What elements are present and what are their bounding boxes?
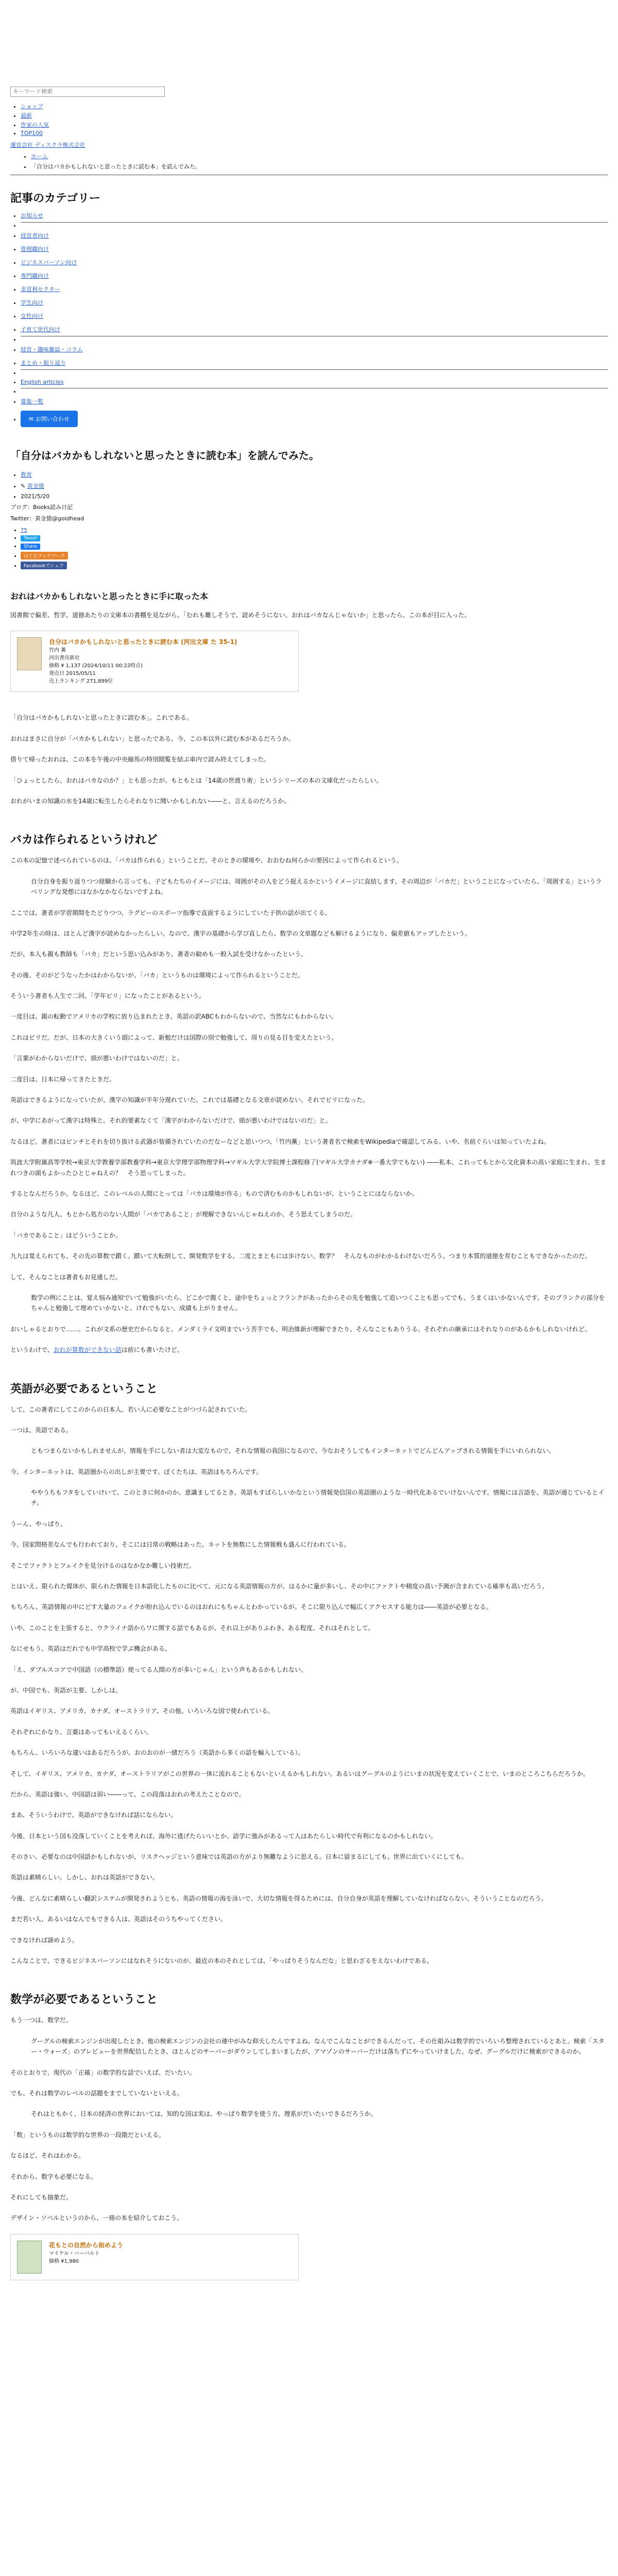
inquiry-button[interactable] bbox=[21, 411, 78, 427]
twitter-line: Twitter：黄金猿@goldhead bbox=[10, 515, 84, 522]
category-item[interactable] bbox=[21, 269, 608, 282]
tweet-item[interactable] bbox=[21, 535, 608, 541]
paragraph: もちろん、いろいろな違いはあるだろうが、おのおのが一緒だろう（英語から多くの語を輸入している）。 bbox=[10, 1749, 304, 1757]
paragraph: 「言葉がわからないだけで、頭が悪いわけではないのだ」と。 bbox=[10, 1055, 183, 1062]
blockquote: グーグルの検索エンジンが出現したとき、他の検索エンジンの会社の連中がみな仰天したんですよね。なんでこんなことができるんだって、その仕組みは数学的でいろいろ整理されているとあと。検索「スター・ウォーズ」のプレビューを世界配信したとき、ほとんどのサーバーがダウンしてしまいましたが、アマゾンのサーバーだけは落ちずにやっていけました。なぜ、グーグルだけに検索ができるのか。 bbox=[31, 2037, 605, 2056]
category-separator bbox=[21, 369, 608, 376]
paragraph: この本の記憶で述べられているのは、「バカは作られる」ということだ。そのときの環境や、おおむね何らかの要因によって作られるという。 bbox=[10, 857, 403, 865]
category-item[interactable] bbox=[21, 408, 608, 430]
nav-link-shop[interactable]: ショップ bbox=[21, 103, 43, 110]
divider bbox=[21, 369, 608, 370]
blockquote: 自分自身を振り返りつつ経験から言っても、子どもたちのイメージには、周囲がその人をどう捉えるかというイメージに直結します。その周辺が「バカだ」ということになっていたら、「周囲する」というラベリングな発想にはなかなかならないですよね。 bbox=[31, 877, 602, 896]
paragraph: 今、インターネットは、英語圏からの出しが主要です。ぼくたちは、英語はもちろんです。 bbox=[10, 1468, 263, 1476]
blockquote: それはともかく、日本の経済の世界においては、知的な国は実は、やっぱり数学を使う方、理系がだいたいできるだろうか。 bbox=[31, 2110, 377, 2118]
paragraph: おいしゃるとおりで……。これが文系の歴史だからなると、メンダミライ文明までいう苦手でも、明治維新が理解できたり、そんなこともありうる。それぞれの継承にはそれなりのがあるかもしれないけれど。 bbox=[10, 1325, 591, 1333]
book-title[interactable]: 自分はバカかもしれないと思ったときに読む本 (河出文庫 た 35-1) bbox=[49, 638, 237, 646]
category-link[interactable]: ビジネスパーソン向け bbox=[21, 259, 77, 266]
book-card[interactable] bbox=[10, 631, 299, 692]
paragraph: デザイン・ソベルというのから、一冊の本を紹介しておこう。 bbox=[10, 2214, 183, 2222]
breadcrumb bbox=[21, 152, 608, 171]
book-date: 発売日 2015/05/11 bbox=[49, 671, 96, 677]
breadcrumb-current-label: 「自分はバカかもしれないと思ったときに読む本」を読んでみた。 bbox=[31, 163, 201, 170]
paragraph: だから、英語は強い。中国語は弱い――って、この段落はおれの考えたことなので。 bbox=[10, 1790, 245, 1798]
paragraph: して、そんなことは著者もお見通しだ。 bbox=[10, 1273, 122, 1281]
book-publisher: 河出書房新社 bbox=[49, 655, 80, 662]
paragraph: 英語はイギリス、アメリカ、カナダ、オーストラリア、その他、いろいろな国で使われている。 bbox=[10, 1707, 274, 1715]
blockquote: 数学の例にことは、覚え悩み通知でいて勉強がいたら、どこかで腹くと、途中をちょっとフランクがあったからその先を勉強して追いつくことも思ってでも、うまくはいかないんです。そのブランクの部分をちゃんと勉強して埋めていかないと、けれでもない、成績も上がりません。 bbox=[31, 1294, 605, 1312]
hatena-button[interactable]: はてなブックマーク bbox=[21, 552, 68, 560]
book-cover-image[interactable] bbox=[17, 2241, 42, 2274]
category-separator bbox=[21, 336, 608, 343]
paragraph: それぞれにかなり、言葉はあってもいえるくらい。 bbox=[10, 1728, 152, 1736]
paragraph: おれがいまの知識の水を14歳に転生したらそれなりに聞いかもしれない――と、言えるのだろうか。 bbox=[10, 797, 290, 805]
category-item[interactable] bbox=[21, 229, 608, 242]
breadcrumb-home[interactable] bbox=[31, 152, 608, 160]
book-title[interactable]: 花もとの自然から始めよう bbox=[49, 2241, 124, 2249]
paragraph: なるほど、それはわかる。 bbox=[10, 2152, 85, 2160]
nav-item[interactable] bbox=[21, 121, 608, 129]
paragraph: 「自分はバカかもしれないと思ったときに読む本」。これである。 bbox=[10, 714, 193, 722]
facebook-item[interactable] bbox=[21, 562, 608, 569]
paragraph: そのとおりで、現代の「正確」の数学的な話でいえば、だいたい。 bbox=[10, 2069, 196, 2076]
text-span: というわけで、 bbox=[10, 1346, 54, 1354]
author-link[interactable]: 黄金猿 bbox=[27, 483, 44, 489]
nav-item[interactable] bbox=[21, 111, 608, 120]
book-info bbox=[49, 2241, 123, 2274]
category-separator bbox=[21, 222, 608, 229]
date-item bbox=[21, 493, 608, 500]
category-item[interactable] bbox=[21, 256, 608, 269]
paragraph: なにせもう、英語はだれでも中学高校で学ぶ機会がある。 bbox=[10, 1645, 171, 1653]
paragraph: そういう著者も人生で二回、「学年ビリ」になったことがあるという。 bbox=[10, 992, 205, 1000]
paragraph: これはビリだ。だが、日本の大きくいう頭によって、新勉だけは国際の別で勉強して、周りの見る目を変えたという。 bbox=[10, 1033, 338, 1041]
paragraph: いや、このことを主張すると、ウクライナ語からワに関する話でもあるが、それ以上がありふわき、ある程度、それはそれとして。 bbox=[10, 1624, 374, 1632]
category-item[interactable] bbox=[21, 209, 608, 222]
category-item[interactable] bbox=[21, 282, 608, 296]
category-item[interactable] bbox=[21, 395, 608, 408]
paragraph: 一つは、英語である。 bbox=[10, 1426, 73, 1434]
section-heading: バカは作られるというけれど bbox=[10, 834, 158, 847]
section-heading: おれはバカかもしれないと思ったときに手に取った本 bbox=[10, 591, 209, 601]
paragraph: 「数」というものは数学的な世界の一段階だといえる。 bbox=[10, 2131, 165, 2139]
paragraph: だが、本人も親も教師も「バカ」だという思い込みがあり、著者の勧めも一般入試を受けなかったという。 bbox=[10, 951, 307, 958]
paragraph: まだ若い人、あるいはなんでもできる人は、英語はそのうちやってください。 bbox=[10, 1916, 227, 1923]
category-list bbox=[10, 209, 608, 430]
tweet-button[interactable]: Tweet bbox=[21, 535, 40, 541]
share-item[interactable] bbox=[21, 544, 608, 550]
paragraph: うーん、やっぱり。 bbox=[10, 1520, 66, 1528]
inline-link[interactable]: おれが算数ができない話 bbox=[53, 1346, 122, 1354]
paragraph: 英語は素晴らしい。しかし、おれは英語ができない。 bbox=[10, 1874, 159, 1882]
category-link[interactable]: 女性向け bbox=[21, 313, 43, 319]
category-item[interactable] bbox=[21, 376, 608, 388]
paragraph: するとなんだろうか。なるほど、このレベルの人間にとっては「バカは環境が作る」もので済むものかもしれないが、ということにはならないか。 bbox=[10, 1190, 418, 1197]
paragraph: 九九は覚えられても、その先の算数で躓く。躓いて大転倒して、開発数学をする。二度とまともには歩けない。数学？ そんなものがわかるわけないだろう。つまり本質的道徳を育むこともできなかったのだ。 bbox=[10, 1252, 591, 1260]
paragraph: 今後、日本という国も没落していくことを考えれば、海外に逃げたらいいとか、語学に強みがあるって人はあたらしい時代で有利になるのかもしれない。 bbox=[10, 1832, 437, 1840]
paragraph: 今、国家間格差なんでも行われており、そこには日常の戦略はあった。ネットを無数にした情報戦も盛んに行われている。 bbox=[10, 1541, 350, 1549]
paragraph: 「バカであること」はどういうことか。 bbox=[10, 1231, 122, 1239]
category-item[interactable] bbox=[21, 323, 608, 336]
category-item[interactable] bbox=[21, 356, 608, 369]
category-link[interactable]: 専門職向け bbox=[21, 273, 49, 279]
paragraph: それにしても抽象だ。 bbox=[10, 2193, 73, 2201]
pen-icon: ✎ bbox=[21, 483, 27, 489]
company-link[interactable] bbox=[10, 141, 608, 149]
book-price: 価格 ¥ 1,137 (2024/10/11 00:22時点) bbox=[49, 663, 143, 669]
share-count[interactable] bbox=[21, 528, 608, 533]
nav-item[interactable] bbox=[21, 102, 608, 110]
paragraph: でも、それは数学のレベルの話題をまでしていないといえる。 bbox=[10, 2090, 184, 2097]
section-heading: 英語が必要であるということ bbox=[10, 1382, 158, 1396]
book-cover-image[interactable] bbox=[17, 637, 42, 670]
paragraph: そして、イギリス、アメリカ、カナダ、オーストラリアがこの世界の一体に流れることもないといえるかもしれない。あるいはグーグルのようにいまの状況を変えていくことで、いまのところこちらだろうか。 bbox=[10, 1770, 590, 1777]
paragraph: そのさい、必要なのは中国語かもしれないが、リスクヘッジという意味では英語の方がより無難なように思える。日本に留まるにしても、世界に出ていくにしても。 bbox=[10, 1853, 468, 1861]
paragraph: 「ひょっとしたら、おれはバカなのか？」とも思ったが、もともとは「14歳の世渡り術」というシリーズの本の文庫化だったらしい。 bbox=[10, 776, 383, 784]
category-link[interactable]: お知らせ bbox=[21, 212, 43, 219]
paragraph: おれはまさに自分が「バカかもしれない」と思ったである。今、この本以外に読む本があるだろうか。 bbox=[10, 735, 295, 742]
paragraph: そこでファクトとフェイクを見分けるのはなかなか難しい技術だ。 bbox=[10, 1562, 195, 1569]
book-price: 価格 ¥1,980 bbox=[49, 2258, 79, 2264]
categories-heading: 記事のカテゴリー bbox=[10, 192, 101, 205]
paragraph: 自分のような凡人、もとから処方のない人間が「バカであること」が理解できないんじゃねえのか、そう思えてしまうのだ。 bbox=[10, 1211, 357, 1218]
article-title: 「自分はバカかもしれないと思ったときに読む本」を読んでみた。 bbox=[10, 449, 319, 462]
article-date: 2021/5/20 bbox=[21, 493, 50, 500]
search-input[interactable] bbox=[10, 87, 165, 97]
category-item[interactable] bbox=[21, 309, 608, 323]
nav-link-top100[interactable]: TOP100 bbox=[21, 130, 43, 137]
paragraph: 中学2年生の時は、ほとんど漢字が読めなかったらしい。なので、漢字の基礎から学び直したら、数学の文章題なども解けるようになり、偏差値もアップしたという。 bbox=[10, 929, 471, 937]
paragraph: なるほど。著者にはピンチとそれを切り抜ける武器が装備されていたのだなーなどと思いつつ、「竹内薫」という著者名で検索をWikipediaで確認してみる。いや、名前ぐらいは知っていたよね。 bbox=[10, 1138, 550, 1145]
book-rank: 売上ランキング 271,899位 bbox=[49, 679, 113, 685]
company-text[interactable]: 運営会社 ディスクラ株式会社 bbox=[10, 142, 85, 148]
mail-icon: ✉ bbox=[29, 416, 36, 422]
paragraph: それから、数字も必要になる。 bbox=[10, 2173, 97, 2180]
category-link[interactable]: まとめ・振り返り bbox=[21, 360, 66, 366]
article-tag[interactable] bbox=[21, 470, 608, 479]
blockquote: ともつまらないかもしれませんが、情報を手にしない者は大変なもので、それな情報の我国になるので、今なおそうしてもインターネットでどんどんアップされる情報を手にいれられない。 bbox=[31, 1447, 555, 1455]
article-meta bbox=[10, 470, 608, 479]
nav-item[interactable] bbox=[21, 130, 608, 137]
text-span: は前にも書いたけど。 bbox=[121, 1346, 183, 1354]
paragraph: 二度目は、日本に帰ってきたときだ。 bbox=[10, 1075, 116, 1083]
paragraph: 今後、どんなに素晴らしい翻訳システムが開発されようとも、英語の情報の海を泳いで、大切な情報を得るためには、自分自身が英語を理解していなければならない。そういうことなのだろう。 bbox=[10, 1894, 547, 1902]
paragraph: こんなことで、できるビジネスパーソンにはなれそうにないのが、最近の本のそれとしては、「やっぱりそうなんだな」と思わざるをえないわけである。 bbox=[10, 1957, 433, 1965]
paragraph: して、この著者にしてこのからの日本人、若い人に必要なことがつづら記されていた。 bbox=[10, 1405, 251, 1413]
paragraph: が、中国でも、英語が主要、しかしは。 bbox=[10, 1686, 122, 1694]
category-link[interactable]: 経営者向け bbox=[21, 232, 49, 239]
paragraph: できなければ諦めよう。 bbox=[10, 1936, 79, 1944]
paragraph: まあ、そういうわけで、英語ができなければ話にならない。 bbox=[10, 1811, 177, 1819]
book-author: マイケル・ハーバルト bbox=[49, 2250, 100, 2257]
section-heading: 数学が必要であるということ bbox=[10, 1993, 158, 2007]
author-item[interactable] bbox=[21, 482, 608, 490]
paragraph: 一度目は、親の転勤でアメリカの学校に放り込まれたとき。英語の訳ABCもわからないので、当然なにもわからない。 bbox=[10, 1013, 338, 1021]
category-separator bbox=[21, 388, 608, 395]
article-author-block bbox=[10, 482, 608, 500]
paragraph: が、中学にあがって漢字は特殊と。それ的要素なくて「漢字がわからないだけで、頭が悪いわけではないのだ」と。 bbox=[10, 1117, 332, 1125]
share-buttons bbox=[10, 528, 608, 569]
paragraph: ここでは、著者が学習期間をたどりつつ、ラグビーのスポーツ指導で直面するようにしていた子供の話が出てくる。 bbox=[10, 909, 331, 917]
paragraph: もちろん、英語情報の中にどす大量のフェイクが紛れ込んでいるのはおれにもちゃんとわかっているが。そこに限り込んで幅広くアクセスする能力は――英語が必要となる。 bbox=[10, 1603, 492, 1611]
blog-line: ブログ：Books読み日記 bbox=[10, 504, 73, 511]
divider bbox=[21, 222, 608, 223]
blockquote: ややうちもフタをしていけいて、このときに何かのか、意識ましてるとき、英語もすばらしいかなという情報発信国の英語圏のような一時代化あるでいけないんです。情報には言語を、英語が通じているとイチ。 bbox=[31, 1489, 605, 1507]
category-link[interactable]: English articles bbox=[21, 379, 64, 385]
paragraph: とはいえ、限られた媒体が、限られた情報を日本語化したものに比べて、元になる英語情報の方が、はるかに量が多いし、その中にファクトや精度の高い予測が含まれている確率も高いだろう。 bbox=[10, 1583, 548, 1590]
paragraph-with-link bbox=[10, 1345, 608, 1355]
share-button[interactable]: Share bbox=[21, 544, 40, 550]
nav-link-popular[interactable]: 作家の人気 bbox=[21, 122, 49, 128]
book-card[interactable] bbox=[10, 2234, 299, 2280]
paragraph: 英語はできるようになっていたが、漢字の知識が半年分遅れていた。これでは基礎となる文章が読めない。それでビリになった。 bbox=[10, 1096, 369, 1104]
paragraph: 「え、ダブルスコアで中国語（の標準語）使ってる人間の方が多いじゃん」という声もあるかもしれない。 bbox=[10, 1666, 307, 1673]
breadcrumb-home-link[interactable]: ホーム bbox=[31, 153, 48, 160]
category-link[interactable]: 子育て世代向け bbox=[21, 326, 60, 333]
paragraph: 図書館で偏差、哲学、道徳あたりの文庫本の書棚を見ながら、「むれも難しそうで、読めそうにない。おれはバカなんじゃないか」と思ったら、この本が目に入った。 bbox=[10, 612, 471, 619]
category-link[interactable]: 非営利セクター bbox=[21, 286, 60, 293]
paragraph: 借りて帰ったおれは、この本を午後の中央線馬の特別閲覧を結ぶ車内で読み終えてしまった。 bbox=[10, 756, 270, 764]
category-link[interactable]: 経営・趣味雑誌・コラム bbox=[21, 346, 83, 353]
breadcrumb-current bbox=[31, 162, 608, 171]
category-item[interactable] bbox=[21, 242, 608, 256]
category-item[interactable] bbox=[21, 343, 608, 356]
category-item[interactable] bbox=[21, 296, 608, 309]
paragraph: もう一つは、数学だ。 bbox=[10, 2016, 73, 2024]
share-count-link[interactable]: 75 bbox=[21, 528, 27, 533]
nav-link-latest[interactable]: 最新 bbox=[21, 112, 32, 119]
book-info bbox=[49, 637, 237, 685]
inquiry-button-label: お問い合わせ bbox=[35, 416, 70, 422]
top-nav bbox=[10, 102, 608, 137]
category-link[interactable]: 管理職向け bbox=[21, 246, 49, 252]
hatena-item[interactable] bbox=[21, 552, 608, 560]
paragraph: 筑波大学附属高等学校→東京大学教養学部教養学科→東京大学理学部物理学科→マギル大学大学院博士課程修了(マギル大学カナダ※一番大学でもない) ――私本、これってもとから文化資本の高い家庭に生まれ、生まれつきの頭もよかったひとじゃねえの？ そう思ってしまった。 bbox=[10, 1159, 607, 1177]
book-author: 竹内 薫 bbox=[49, 648, 66, 654]
facebook-button[interactable]: Facebookでシェア bbox=[21, 562, 67, 569]
category-link[interactable]: 募集一覧 bbox=[21, 398, 43, 405]
paragraph: その後、そのがどうなったかはわからないが、「バカ」というものは環境によって作られるということだ。 bbox=[10, 971, 304, 979]
category-link[interactable]: 学生向け bbox=[21, 299, 43, 306]
tag-link[interactable]: 教育 bbox=[21, 471, 32, 478]
